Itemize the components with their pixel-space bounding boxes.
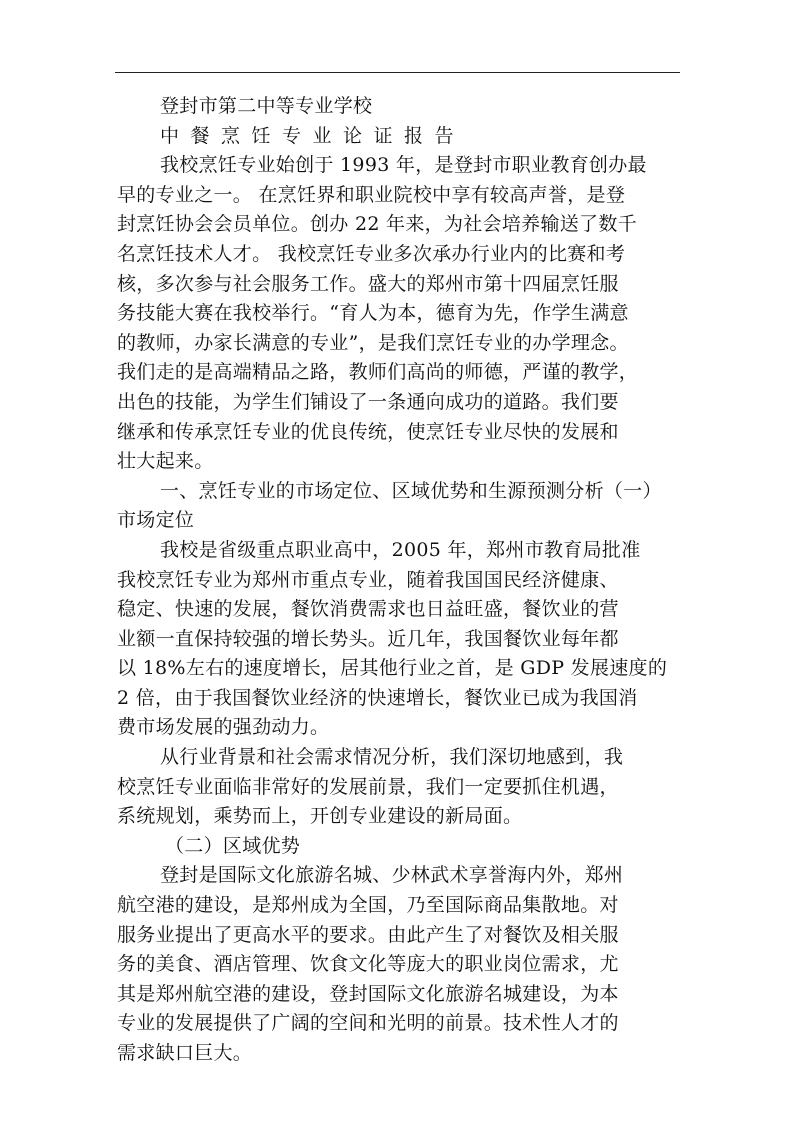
text-line: 我校烹饪专业为郑州市重点专业，随着我国国民经济健康、 [117, 568, 619, 591]
text-line: 其是郑州航空港的建设，登封国际文化旅游名城建设，为本 [117, 982, 619, 1005]
school-name: 登封市第二中等专业学校 [160, 95, 373, 117]
text-line: 2 倍，由于我国餐饮业经济的快速增长，餐饮业已成为我国消 [117, 686, 638, 709]
report-title: 中餐烹饪专业论证报告 [160, 124, 466, 147]
section-heading-1-cont: 市场定位 [117, 509, 195, 532]
text-line: 务的美食、酒店管理、饮食文化等庞大的职业岗位需求，尤 [117, 953, 619, 976]
text-line: 校烹饪专业面临非常好的发展前景，我们一定要抓住机遇， [117, 775, 619, 798]
text-line: 系统规划，乘势而上，开创专业建设的新局面。 [117, 805, 523, 828]
text-line: 封烹饪协会会员单位。创办 22 年来，为社会培养输送了数千 [117, 213, 637, 236]
text-line: 费市场发展的强劲动力。 [117, 716, 330, 739]
text-line: 名烹饪技术人才。 我校烹饪专业多次承办行业内的比赛和考 [117, 242, 626, 265]
section-heading-2: （二）区域优势 [165, 834, 301, 857]
text-line: 我们走的是高端精品之路，教师们高尚的师德，严谨的教学， [117, 361, 639, 384]
text-line: 专业的发展提供了广阔的空间和光明的前景。技术性人才的 [117, 1012, 619, 1035]
text-line: 早的专业之一。 在烹饪界和职业院校中享有较高声誉，是登 [117, 183, 626, 206]
text-line: 以 18%左右的速度增长，居其他行业之首，是 GDP 发展速度的 [117, 657, 668, 680]
text-line: 出色的技能，为学生们铺设了一条通向成功的道路。我们要 [117, 390, 619, 413]
text-line: 核，多次参与社会服务工作。盛大的郑州市第十四届烹饪服 [117, 272, 619, 295]
section-heading-1: 一、烹饪专业的市场定位、区域优势和生源预测分析（一） [160, 479, 662, 502]
document-body [117, 92, 683, 1069]
text-line: 务技能大赛在我校举行。“育人为本，德育为先，作学生满意 [117, 302, 629, 325]
text-line: 稳定、快速的发展，餐饮消费需求也日益旺盛，餐饮业的营 [117, 598, 619, 621]
text-line: 服务业提出了更高水平的要求。由此产生了对餐饮及相关服 [117, 923, 619, 946]
text-line: 我校是省级重点职业高中，2005 年，郑州市教育局批准 [160, 538, 641, 561]
text-line: 航空港的建设，是郑州成为全国，乃至国际商品集散地。对 [117, 894, 619, 917]
text-line: 的教师，办家长满意的专业”，是我们烹饪专业的办学理念。 [117, 331, 629, 354]
text-line: 我校烹饪专业始创于 1993 年，是登封市职业教育创办最 [160, 154, 647, 177]
text-line: 从行业背景和社会需求情况分析，我们深切地感到，我 [160, 746, 624, 769]
text-line: 登封是国际文化旅游名城、少林武术享誉海内外，郑州 [160, 864, 624, 887]
text-line: 继承和传承烹饪专业的优良传统，使烹饪专业尽快的发展和 [117, 420, 619, 443]
text-line: 壮大起来。 [117, 450, 214, 473]
text-line: 需求缺口巨大。 [117, 1042, 253, 1064]
header-rule [115, 72, 680, 73]
text-line: 业额一直保持较强的增长势头。近几年，我国餐饮业每年都 [117, 627, 619, 650]
